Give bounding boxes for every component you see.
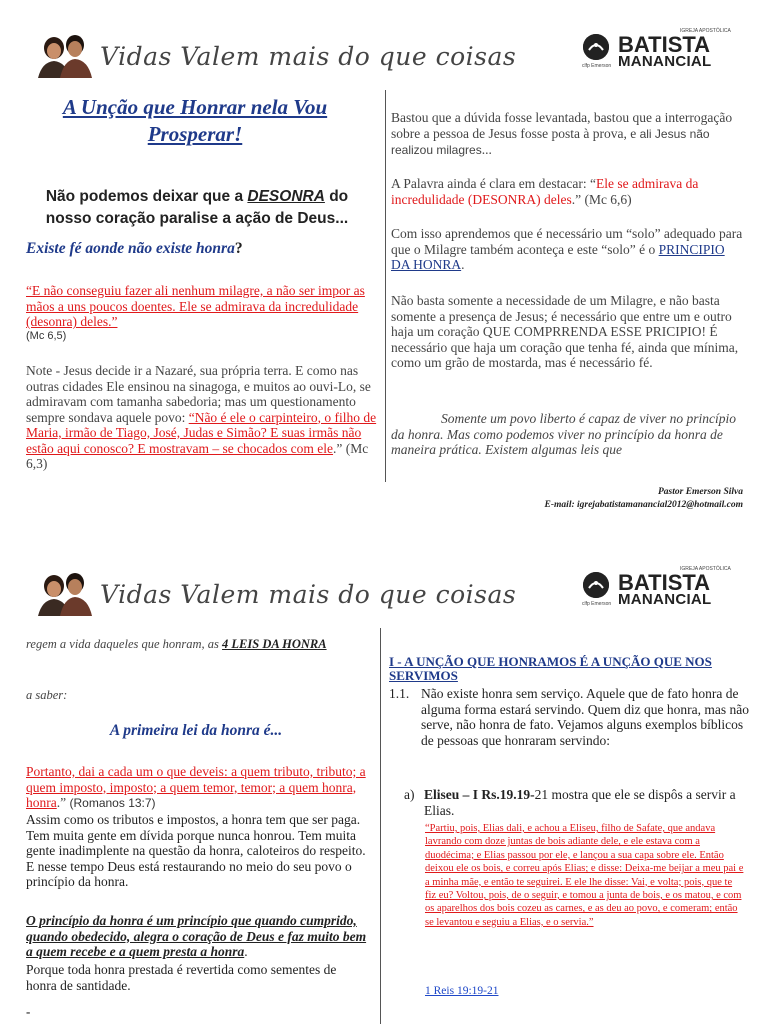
church-emblem-icon <box>583 34 609 60</box>
title-line-2: Prosperar! <box>147 122 243 146</box>
first-law-heading: A primeira lei da honra é... <box>109 722 283 739</box>
right-p2-text: A Palavra ainda é clara em destacar: “ <box>391 176 597 191</box>
brand-logo <box>580 566 750 610</box>
law-paragraph-1: Assim como os tributos e impostos, a honra tem que ser paga. Tem muita gente em dívida porque nunca honrou. Tem muita gente inadimplente na questão da honra, caloteiros do respeito. E nesse tempo Deus está restaurando no meio do seu povo o princípio da honra. <box>26 812 366 889</box>
slogan-logo: Vidas Valem mais do que coisas <box>100 42 517 71</box>
question-heading <box>26 240 376 258</box>
right-p3-end: . <box>461 257 465 272</box>
right-p2-quote: Ele se admirava da incredulidade (DESONRA) deles <box>391 176 699 207</box>
couple-photo <box>34 568 94 616</box>
law-quote-block <box>26 764 370 812</box>
right-p2-end: .” (Mc 6,6) <box>571 191 632 207</box>
pastor-name: Pastor Emerson Silva <box>658 487 743 497</box>
signature-block <box>391 486 743 512</box>
right-paragraph-2 <box>391 176 743 207</box>
couple-photo <box>34 30 94 78</box>
contact-email: E-mail: igrejabatistamanancial2012@hotmail.com <box>544 500 743 510</box>
page1-subtitle <box>22 186 372 230</box>
right-p1-end: ... <box>481 142 492 157</box>
item-number: 1.1. <box>389 686 410 701</box>
brand-tag: IGREJA APOSTÓLICA <box>680 566 731 572</box>
law-quote: Portanto, dai a cada um o que deveis: a quem tributo, tributo; a quem imposto, imposto; a quem temor, temor; a quem honra, honra <box>26 764 366 810</box>
item-text: Não existe honra sem serviço. Aquele que de fato honra de alguma forma estará servindo. Quem diz que honra, mas não serve, não honra de fato. Vejamos alguns exemplos bíblicos de pessoas que honraram servindo: <box>421 686 750 748</box>
continuation-text <box>26 636 366 652</box>
section-title: I - A UNÇÃO QUE HONRAMOS É A UNÇÃO QUE NOS SERVIMOS <box>389 654 712 683</box>
bible-reference-link[interactable]: 1 Reis 19:19-21 <box>425 985 499 997</box>
subtitle-part-c: do <box>324 188 349 205</box>
right-p1-highlight: ali Jesus não realizou milagres <box>391 126 710 157</box>
right-paragraph-4: Não basta somente a necessidade de um Milagre, e não basta somente a presença de Jesus; é necessário que entre um e outro haja um coração QUE COMPRRENDA ESSE PRICIPIO! É necessário que haja um coração que tenha fé, ainda que mínima, como um grão de mostarda, mas é necessário fé. <box>391 293 739 370</box>
subtitle-line-2: nosso coração paralise a ação de Deus... <box>45 210 349 227</box>
page2-header <box>0 558 768 628</box>
four-laws-link: 4 LEIS DA HONRA <box>222 637 327 651</box>
column-divider <box>380 628 381 1024</box>
brand-tag: IGREJA APOSTÓLICA <box>680 28 731 34</box>
title-line-1: A Unção que Honrar nela Vou <box>62 95 328 119</box>
quote-text: “E não conseguiu fazer ali nenhum milagre, a não ser impor as mãos a uns poucos doentes. Ele se admirava da incredulidade (desonra) deles.” <box>26 283 365 329</box>
trailing-dash: - <box>26 1004 31 1019</box>
law-paragraph-2: Porque toda honra prestada é revertida como sementes de honra de santidade. <box>26 962 337 993</box>
sub-item-label: a) <box>404 787 415 802</box>
law-principle <box>26 913 370 960</box>
quote-reference: (Mc 6,5) <box>26 329 67 342</box>
slogan-logo: Vidas Valem mais do que coisas <box>100 580 517 609</box>
asaber-label: a saber: <box>26 688 68 702</box>
subtitle-part-a: Não podemos deixar que a <box>45 188 248 205</box>
brand-name-manancial: MANANCIAL <box>618 53 712 70</box>
sub-item-body <box>424 787 749 818</box>
sub-item-text: 21 mostra que ele se dispôs a servir a Elias. <box>424 787 736 818</box>
right-p3-principle: PRINCIPIO DA HONRA <box>391 241 725 272</box>
subtitle-desonra: DESONRA <box>247 188 325 205</box>
page1-title <box>20 94 370 148</box>
right-p3-text: Com isso aprendemos que é necessário um “solo” adequado para que o Milagre também aconteça e este “solo” é o <box>391 226 743 257</box>
sub-item-a <box>404 787 749 818</box>
note-text: Note - Jesus decide ir a Nazaré, sua própria terra. E como nas outras cidades Ele ensinou na sinagoga, e muitos ao ouvi-Lo, se admiravam com tamanha sabedoria; mas um questionamento sempre sondava aquele povo: <box>26 363 371 425</box>
right-paragraph-3 <box>391 226 743 273</box>
right-paragraph-5: Somente um povo liberto é capaz de viver no princípio da honra. Mas como podemos viver no princípio da honra de maneira prática. Existem algumas leis que <box>391 411 737 457</box>
item-1-1 <box>389 686 749 748</box>
continuation-part: regem a vida daqueles que honram, as <box>26 637 223 651</box>
church-emblem-icon <box>583 572 609 598</box>
question-text: Existe fé aonde não existe honra <box>26 240 235 257</box>
opening-quote <box>26 283 378 343</box>
note-end: .” (Mc 6,3) <box>26 440 369 471</box>
brand-logo <box>580 28 750 72</box>
law-principle-end: . <box>244 944 248 959</box>
law-reference: (Romanos 13:7) <box>69 796 156 810</box>
law-principle-bold: O princípio da honra é um princípio que quando cumprido, quando obedecido, alegra o coração de Deus e faz muito bem a quem recebe e a quem presta a honra <box>26 913 367 959</box>
brand-signature: clfp Emerson <box>582 63 612 69</box>
sub-item-title: Eliseu – I Rs.19.19- <box>424 787 535 802</box>
column-divider <box>385 90 386 482</box>
right-paragraph-1 <box>391 110 743 159</box>
question-mark: ? <box>234 240 243 257</box>
brand-name-batista: BATISTA <box>618 32 711 57</box>
brand-signature: clfp Emerson <box>582 601 612 607</box>
page1-header <box>0 20 768 90</box>
law-quote-end: .” <box>56 795 70 810</box>
note-quote: “Não é ele o carpinteiro, o filho de Maria, irmão de Tiago, José, Judas e Simão? E suas irmãs não estão aqui conosco? E mostravam – se chocados com ele <box>26 409 377 456</box>
eliseu-quote: “Partiu, pois, Elias dali, e achou a Eliseu, filho de Safate, que andava lavrando com doze juntas de bois adiante dele, e ele estava com a duodécima; e Elias passou por ele, e lançou a sua capa sobre ele. Então deixou ele os bois, e correu após Elias; e disse: Deixa-me beijar a meu pai e a minha mãe, e então te seguirei. E ele lhe disse: Vai, e volta; pois, que te fiz eu? Voltou, pois, de o seguir, e tomou a junta de bois, e os matou, e com os aparelhos dos bois cozeu as carnes, e as deu ao povo, e comeram; então se levantou e seguiu a Elias, e o servia.” <box>425 823 744 928</box>
note-paragraph <box>26 363 378 472</box>
brand-name-batista: BATISTA <box>618 570 711 595</box>
right-p1-text: Bastou que a dúvida fosse levantada, bastou que a interrogação sobre a pessoa de Jesus fosse posta à prova, e <box>391 110 733 141</box>
brand-name-manancial: MANANCIAL <box>618 591 712 608</box>
